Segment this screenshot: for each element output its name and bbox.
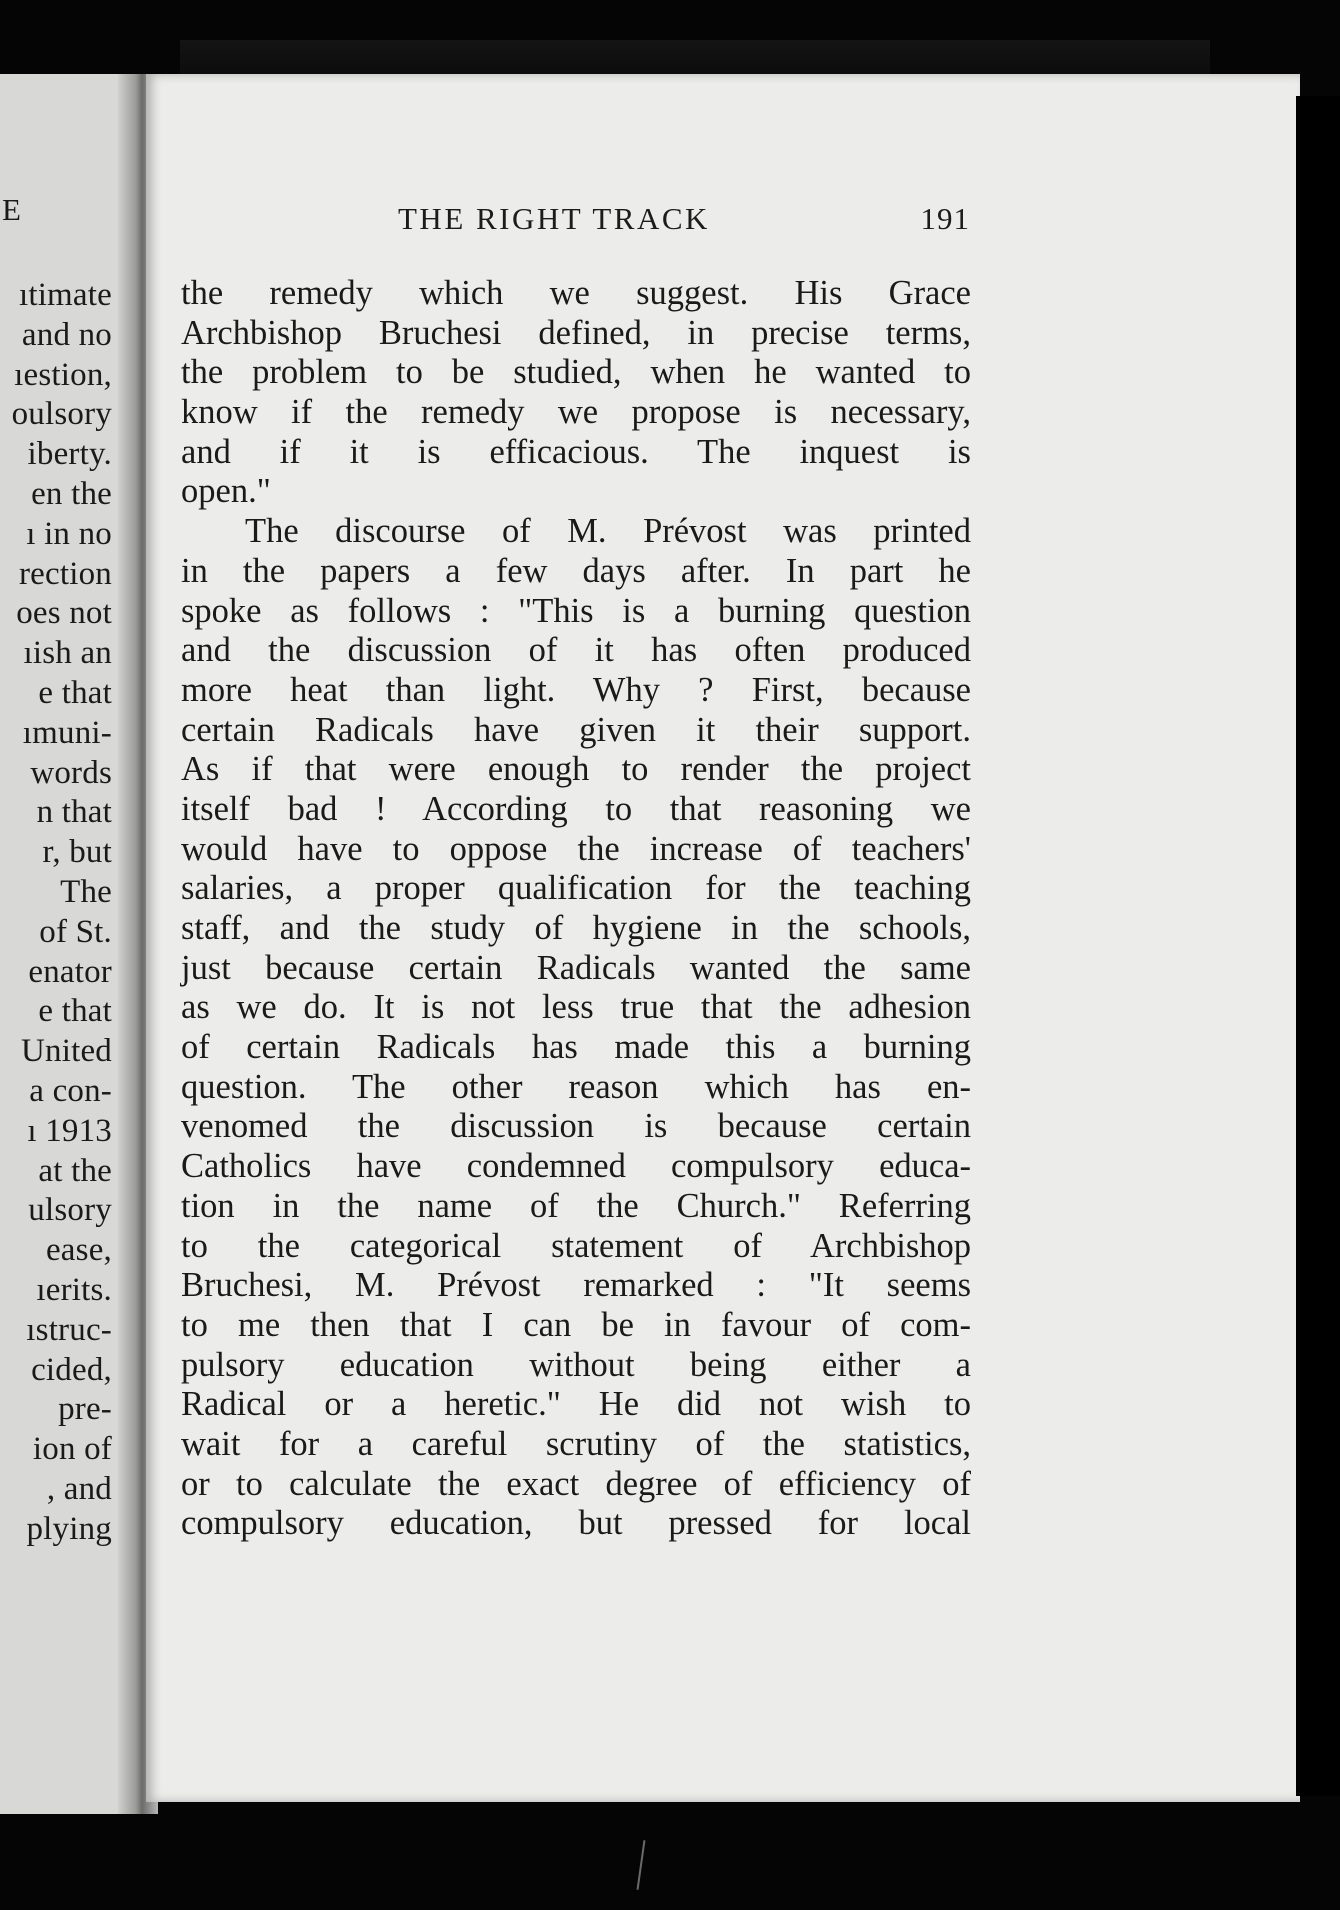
text-line: Archbishop Bruchesi defined, in precise terms,: [181, 313, 971, 352]
left-page-line: and no: [21, 316, 112, 353]
text-line: Bruchesi, M. Prévost remarked : "It seems: [181, 1266, 971, 1305]
left-page-line: enator: [28, 953, 112, 990]
text-line: to the categorical statement of Archbishop: [181, 1226, 971, 1265]
left-page-line: ıestion,: [14, 356, 112, 393]
text-line: of certain Radicals has made this a burning: [181, 1028, 971, 1067]
left-page-line: pre-: [58, 1391, 112, 1428]
page-number: 191: [920, 201, 970, 236]
text-line: and if it is efficacious. The inquest is: [181, 432, 971, 471]
text-line: open.": [181, 472, 271, 511]
text-line: just because certain Radicals wanted the same: [181, 948, 971, 987]
text-line: venomed the discussion is because certain: [181, 1107, 971, 1146]
running-title: THE RIGHT TRACK: [398, 201, 710, 236]
left-page-line: The: [60, 873, 112, 910]
left-page-line: ulsory: [28, 1192, 112, 1229]
text-line: and the discussion of it has often produced: [181, 631, 971, 670]
text-line: salaries, a proper qualification for the teaching: [181, 869, 971, 908]
left-page-line: ımuni-: [22, 714, 112, 751]
left-page-line: iberty.: [27, 436, 112, 473]
left-page-line: oes not: [16, 595, 112, 632]
left-page-line: r, but: [42, 834, 112, 871]
running-header: [398, 201, 970, 241]
text-line: The discourse of M. Prévost was printed: [245, 512, 971, 551]
left-page-line: plying: [26, 1510, 112, 1547]
left-page-line: ion of: [32, 1431, 112, 1468]
body-text: [181, 274, 971, 1544]
text-line: Radical or a heretic." He did not wish to: [181, 1385, 971, 1424]
text-line: as we do. It is not less true that the adhesion: [181, 988, 971, 1027]
left-page-line: en the: [31, 475, 112, 512]
text-line: itself bad ! According to that reasoning we: [181, 789, 971, 828]
left-page-line: e that: [38, 674, 112, 711]
left-page-line: ıish an: [23, 635, 112, 672]
left-page-line: e that: [38, 993, 112, 1030]
left-page-line: ıstruc-: [26, 1311, 112, 1348]
left-page-line: words: [30, 754, 112, 791]
text-line: tion in the name of the Church." Referring: [181, 1186, 971, 1225]
left-page-line: ıerits.: [36, 1271, 112, 1308]
left-page-line: at the: [38, 1152, 112, 1189]
text-line: would have to oppose the increase of teachers': [181, 829, 971, 868]
text-line: spoke as follows : "This is a burning question: [181, 591, 971, 630]
left-page-line: of St.: [39, 913, 112, 950]
text-line: the problem to be studied, when he wanted to: [181, 353, 971, 392]
text-line: compulsory education, but pressed for local: [181, 1504, 971, 1543]
left-page-header-fragment: E: [2, 192, 21, 227]
left-page-line: a con-: [29, 1072, 112, 1109]
left-page-line: n that: [36, 794, 112, 831]
left-page-line: cided,: [31, 1351, 112, 1388]
text-line: Catholics have condemned compulsory educa-: [181, 1147, 971, 1186]
text-line: or to calculate the exact degree of efficiency of: [181, 1464, 971, 1503]
right-page-edge: [1296, 96, 1340, 1796]
left-page-line: ease,: [45, 1232, 112, 1269]
text-line: certain Radicals have given it their support.: [181, 710, 971, 749]
text-line: question. The other reason which has en-: [181, 1067, 971, 1106]
left-page-line: , and: [46, 1470, 112, 1507]
text-line: pulsory education without being either a: [181, 1345, 971, 1384]
left-page-line: rection: [18, 555, 112, 592]
left-page-line: United: [20, 1033, 112, 1070]
text-line: wait for a careful scrutiny of the statistics,: [181, 1424, 971, 1463]
left-page-line: ı 1913: [27, 1112, 112, 1149]
text-line: the remedy which we suggest. His Grace: [181, 274, 971, 312]
text-line: in the papers a few days after. In part he: [181, 551, 971, 590]
left-page-line: ıtimate: [18, 277, 112, 313]
text-line: As if that were enough to render the project: [181, 750, 971, 789]
text-line: more heat than light. Why ? First, because: [181, 670, 971, 709]
left-page-text: [0, 276, 112, 1550]
text-line: know if the remedy we propose is necessary,: [181, 393, 971, 432]
text-line: staff, and the study of hygiene in the schools,: [181, 909, 971, 947]
left-page-line: ı in no: [26, 515, 112, 552]
left-page-line: oulsory: [11, 396, 112, 433]
text-line: to me then that I can be in favour of com-: [181, 1305, 971, 1344]
